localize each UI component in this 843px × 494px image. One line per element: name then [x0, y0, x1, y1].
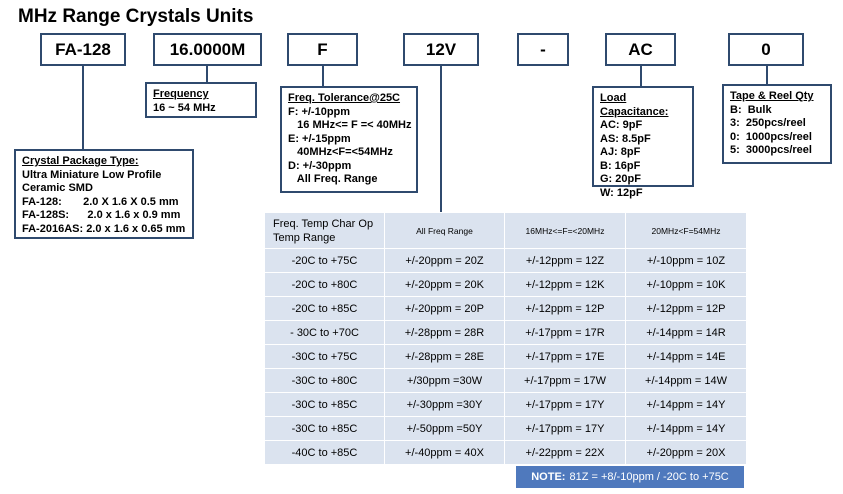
table-cell: +/-17ppm = 17W	[505, 369, 626, 393]
load-capacitance-heading: Load Capacitance:	[600, 92, 669, 118]
temp-char-table-body	[265, 213, 747, 465]
tape-reel-box	[722, 84, 832, 164]
table-row	[265, 297, 747, 321]
table-row	[265, 369, 747, 393]
table-cell: - 30C to +70C	[265, 321, 385, 345]
connector-tape	[766, 66, 768, 84]
table-cell: +/-14ppm = 14Y	[626, 417, 747, 441]
table-cell: +/-17ppm = 17R	[505, 321, 626, 345]
table-cell: +/-12ppm = 12P	[505, 297, 626, 321]
table-row	[265, 273, 747, 297]
table-header-cell: All Freq Range	[385, 213, 505, 249]
table-cell: +/-50ppm =50Y	[385, 417, 505, 441]
tape-reel-line: B: Bulk	[730, 103, 772, 116]
table-header-cell: Freq. Temp Char Op Temp Range	[265, 213, 385, 249]
tolerance-line: D: +/-30ppm	[288, 159, 352, 172]
note-text: 81Z = +8/-10ppm / -20C to +75C	[569, 471, 729, 483]
table-cell: -20C to +75C	[265, 249, 385, 273]
load-capacitance-line: AC: 9pF	[600, 119, 643, 131]
connector-tolerance	[322, 66, 324, 86]
table-cell: +/-12ppm = 12K	[505, 273, 626, 297]
tolerance-line: 40MHz<F=<54MHz	[288, 146, 393, 158]
table-header-cell: 20MHz<F=54MHz	[626, 213, 747, 249]
table-cell: -40C to +85C	[265, 441, 385, 465]
table-cell: +/-20ppm = 20P	[385, 297, 505, 321]
page-title: MHz Range Crystals Units	[18, 6, 254, 27]
connector-load	[640, 66, 642, 86]
load-capacitance-line: G: 20pF	[600, 173, 641, 185]
table-cell: -30C to +80C	[265, 369, 385, 393]
table-cell: +/-14ppm = 14R	[626, 321, 747, 345]
table-row	[265, 321, 747, 345]
code-box-temp-char: 12V	[403, 33, 479, 66]
package-type-line: FA-128: 2.0 X 1.6 X 0.5 mm	[22, 195, 179, 208]
table-cell: +/30ppm =30W	[385, 369, 505, 393]
frequency-box	[145, 82, 257, 118]
table-cell: -20C to +85C	[265, 297, 385, 321]
table-cell: +/-20ppm = 20K	[385, 273, 505, 297]
tolerance-line: F: +/-10ppm	[288, 105, 351, 118]
connector-temp-char	[440, 66, 442, 212]
table-header-row	[265, 213, 747, 249]
code-box-tape: 0	[728, 33, 804, 66]
package-type-line: FA-128S: 2.0 x 1.6 x 0.9 mm	[22, 209, 181, 221]
table-cell: +/-17ppm = 17Y	[505, 393, 626, 417]
tolerance-line: E: +/-15ppm	[288, 132, 351, 145]
table-cell: +/-14ppm = 14E	[626, 345, 747, 369]
table-cell: +/-12ppm = 12P	[626, 297, 747, 321]
table-cell: -30C to +85C	[265, 417, 385, 441]
table-cell: +/-30ppm =30Y	[385, 393, 505, 417]
package-type-heading: Crystal Package Type:	[22, 155, 139, 167]
code-box-load: AC	[605, 33, 676, 66]
table-cell: +/-14ppm = 14Y	[626, 393, 747, 417]
table-cell: -20C to +80C	[265, 273, 385, 297]
table-cell: +/-40ppm = 40X	[385, 441, 505, 465]
tape-reel-line: 3: 250pcs/reel	[730, 117, 806, 129]
frequency-line: 16 ~ 54 MHz	[153, 101, 216, 114]
load-capacitance-line: AS: 8.5pF	[600, 132, 651, 145]
load-capacitance-box	[592, 86, 694, 199]
table-cell: +/-14ppm = 14W	[626, 369, 747, 393]
load-capacitance-line: B: 16pF	[600, 159, 641, 172]
package-type-line: FA-2016AS: 2.0 x 1.6 x 0.65 mm	[22, 222, 186, 235]
code-box-tolerance: F	[287, 33, 358, 66]
table-cell: +/-20ppm = 20X	[626, 441, 747, 465]
note-label: NOTE:	[531, 471, 566, 483]
code-box-frequency: 16.0000M	[153, 33, 262, 66]
table-row	[265, 441, 747, 465]
connector-frequency	[206, 66, 208, 82]
table-row	[265, 345, 747, 369]
tolerance-heading: Freq. Tolerance@25C	[288, 92, 401, 104]
tolerance-box	[280, 86, 418, 193]
table-cell: +/-28ppm = 28R	[385, 321, 505, 345]
code-box-package: FA-128	[40, 33, 126, 66]
table-cell: -30C to +75C	[265, 345, 385, 369]
code-box-dash: -	[517, 33, 569, 66]
table-row	[265, 393, 747, 417]
table-cell: +/-10ppm = 10Z	[626, 249, 747, 273]
table-cell: +/-10ppm = 10K	[626, 273, 747, 297]
table-cell: +/-17ppm = 17Y	[505, 417, 626, 441]
temp-char-table	[264, 212, 747, 465]
load-capacitance-line: AJ: 8pF	[600, 146, 641, 158]
tolerance-line: All Freq. Range	[288, 173, 378, 185]
package-type-line: Ultra Miniature Low Profile	[22, 168, 162, 181]
tape-reel-heading: Tape & Reel Qty	[730, 90, 814, 102]
package-type-box	[14, 149, 194, 239]
load-capacitance-line: W: 12pF	[600, 186, 643, 199]
table-cell: +/-12ppm = 12Z	[505, 249, 626, 273]
table-cell: -30C to +85C	[265, 393, 385, 417]
table-cell: +/-17ppm = 17E	[505, 345, 626, 369]
tolerance-line: 16 MHz<= F =< 40MHz	[288, 119, 412, 131]
package-type-line: Ceramic SMD	[22, 182, 93, 194]
table-row	[265, 249, 747, 273]
tape-reel-line: 0: 1000pcs/reel	[730, 130, 812, 143]
note-banner	[516, 466, 744, 488]
table-cell: +/-28ppm = 28E	[385, 345, 505, 369]
table-cell: +/-20ppm = 20Z	[385, 249, 505, 273]
table-header-cell: 16MHz<=F=<20MHz	[505, 213, 626, 249]
table-cell: +/-22ppm = 22X	[505, 441, 626, 465]
frequency-heading: Frequency	[153, 88, 209, 100]
tape-reel-line: 5: 3000pcs/reel	[730, 144, 812, 156]
connector-package	[82, 66, 84, 150]
table-row	[265, 417, 747, 441]
